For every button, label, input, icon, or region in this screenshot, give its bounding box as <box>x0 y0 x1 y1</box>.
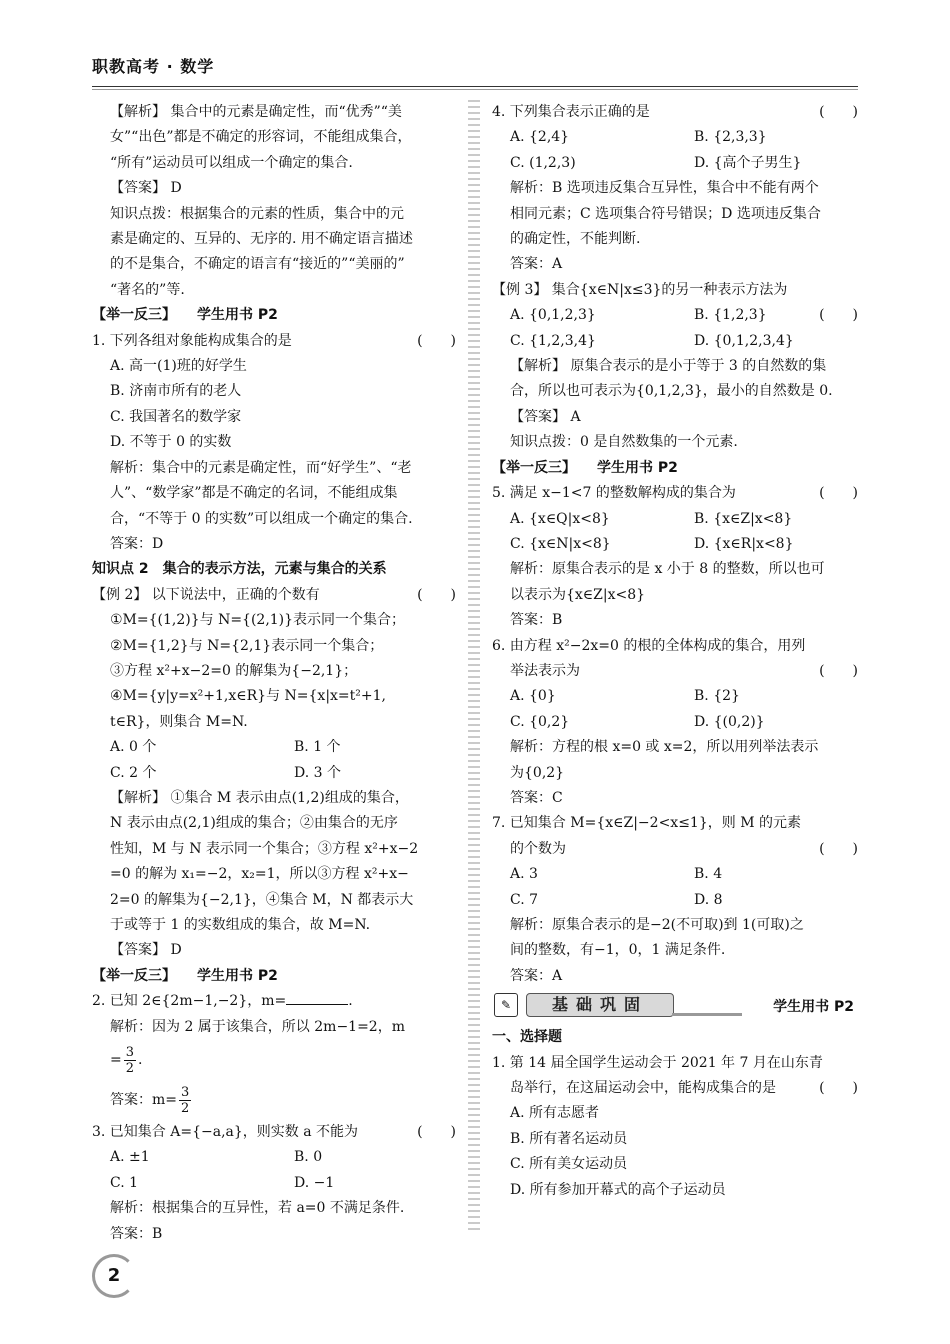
text-line <box>92 811 460 836</box>
text-line <box>92 837 460 862</box>
text-line <box>92 786 460 811</box>
option-row <box>92 1145 460 1170</box>
banner-title: 基础巩固 <box>526 993 674 1017</box>
text-line <box>92 989 460 1014</box>
option-row <box>492 303 862 328</box>
option-row <box>92 735 460 760</box>
text-line <box>92 125 460 150</box>
text-line <box>92 862 460 887</box>
text-line <box>92 176 460 201</box>
line-text: C. 所有美女运动员 <box>510 1156 628 1173</box>
answer-paren: ( ) <box>819 840 858 857</box>
text-line <box>92 151 460 176</box>
text-line <box>492 430 862 455</box>
line-text: 1. 第 14 届全国学生运动会于 2021 年 7 月在山东青 <box>492 1054 823 1071</box>
option-right: B. {2} <box>694 688 740 705</box>
text-line <box>92 329 460 354</box>
line-text: 【答案】 A <box>510 408 581 425</box>
section-banner <box>492 991 862 1021</box>
option-left: A. ±1 <box>110 1149 150 1166</box>
text-line <box>92 1080 460 1120</box>
line-text: 合，所以也可表示为{0,1,2,3}，最小的自然数是 0. <box>510 383 833 400</box>
text-line <box>492 837 862 862</box>
text-line <box>492 227 862 252</box>
line-text: 解析：因为 2 属于该集合，所以 2m−1=2，m <box>110 1018 405 1035</box>
option-left: C. 1 <box>110 1174 139 1191</box>
line-text: 7. 已知集合 M={x∈Z|−2<x≤1}，则 M 的元素 <box>492 815 801 832</box>
line-text: A. 高一(1)班的好学生 <box>110 358 247 375</box>
banner-bar <box>672 1013 742 1016</box>
text-line <box>492 608 862 633</box>
line-text: N 表示由点(2,1)组成的集合；②由集合的无序 <box>110 815 398 832</box>
blank-period: . <box>348 993 353 1010</box>
text-line <box>92 1222 460 1247</box>
page-number: 2 <box>92 1254 136 1298</box>
text-line <box>92 684 460 709</box>
option-right: D. {高个子男生} <box>694 154 802 171</box>
text-line <box>92 507 460 532</box>
line-text: ④M={y|y=x²+1,x∈R}与 N={x|x=t²+1, <box>110 688 386 705</box>
text-line <box>492 481 862 506</box>
option-row <box>492 888 862 913</box>
text-line <box>492 583 862 608</box>
answer-paren: ( ) <box>819 662 858 679</box>
answer-paren: ( ) <box>819 104 858 120</box>
line-text: 【解析】 集合中的元素是确定性，而“优秀”“美 <box>110 104 402 120</box>
line-text: 性知，M 与 N 表示同一个集合；③方程 x²+x−2 <box>110 840 419 857</box>
text-line <box>492 634 862 659</box>
option-right: D. 8 <box>694 891 723 908</box>
text-line <box>492 1178 862 1203</box>
line-text: 知识点 2 集合的表示方法，元素与集合的关系 <box>92 561 387 578</box>
line-text: 4. 下列集合表示正确的是 <box>492 104 650 120</box>
line-text: 的个数为 <box>510 840 566 857</box>
line-text: 答案：m= <box>110 1092 178 1109</box>
line-text: 答案：A <box>510 256 563 273</box>
text-line <box>492 1152 862 1177</box>
line-text: 解析：方程的根 x=0 或 x=2，所以用列举法表示 <box>510 739 819 756</box>
option-right: D. {0,1,2,3,4} <box>694 332 794 349</box>
line-text: 知识点拨：0 是自然数集的一个元素. <box>510 434 738 451</box>
answer-paren: ( ) <box>819 1080 858 1097</box>
line-text: D. 所有参加开幕式的高个子运动员 <box>510 1181 726 1198</box>
line-text: 【解析】 ①集合 M 表示由点(1,2)组成的集合， <box>110 789 409 806</box>
text-line <box>92 354 460 379</box>
fraction <box>124 1045 136 1076</box>
banner-ref: 学生用书 P2 <box>773 999 854 1016</box>
line-text: 【解析】 原集合表示的是小于等于 3 的自然数的集 <box>510 358 827 375</box>
text-line <box>492 176 862 201</box>
option-right: D. 3 个 <box>294 764 341 781</box>
option-left: C. 2 个 <box>110 764 157 781</box>
line-text: 解析：根据集合的互异性，若 a=0 不满足条件. <box>110 1200 405 1217</box>
line-text: “著名的”等. <box>110 281 185 298</box>
text-line <box>92 100 460 125</box>
option-row <box>492 151 862 176</box>
text-line <box>492 100 862 125</box>
line-text: ①M={(1,2)}与 N={(2,1)}表示同一个集合； <box>110 612 406 629</box>
option-row <box>492 125 862 150</box>
text-line <box>92 405 460 430</box>
book-icon: ✎ <box>494 993 518 1017</box>
option-left: A. {0,1,2,3} <box>510 307 596 324</box>
text-line <box>92 1015 460 1040</box>
answer-paren: ( ) <box>417 332 456 349</box>
line-text: 【举一反三】 学生用书 P2 <box>492 459 678 476</box>
option-right: B. 1 个 <box>294 739 341 756</box>
line-text: 人”、“数学家”都是不确定的名词，不能组成集 <box>110 485 398 502</box>
text-line <box>492 405 862 430</box>
text-line <box>92 252 460 277</box>
option-left: A. 3 <box>510 866 538 883</box>
line-text: B. 所有著名运动员 <box>510 1130 628 1147</box>
option-right: B. 4 <box>694 866 723 883</box>
line-text: 解析：原集合表示的是 x 小于 8 的整数，所以也可 <box>510 561 825 578</box>
option-left: C. 7 <box>510 891 539 908</box>
option-right: D. {x∈R|x<8} <box>694 535 794 552</box>
line-text: 知识点拨：根据集合的元素的性质，集合中的元 <box>110 205 404 222</box>
page-header-title: 职教高考 · 数学 <box>92 57 215 76</box>
text-line <box>92 557 460 582</box>
column-divider <box>468 100 480 1230</box>
line-text: 于或等于 1 的实数组成的集合，故 M=N. <box>110 917 371 933</box>
text-line <box>492 938 862 963</box>
option-left: A. {0} <box>510 688 556 705</box>
line-text: 答案：B <box>510 612 563 629</box>
option-row <box>492 862 862 887</box>
line-text: 答案：C <box>510 789 563 806</box>
option-row <box>492 329 862 354</box>
line-text: 岛举行，在这届运动会中，能构成集合的是 <box>510 1080 776 1097</box>
text-line <box>92 608 460 633</box>
text-line <box>92 659 460 684</box>
option-left: A. 0 个 <box>110 739 157 756</box>
text-line <box>92 456 460 481</box>
text-line <box>92 583 460 608</box>
header-rule <box>92 86 858 87</box>
text-line <box>492 761 862 786</box>
option-row <box>492 684 862 709</box>
line-text: B. 济南市所有的老人 <box>110 383 242 400</box>
text-line <box>492 659 862 684</box>
option-left: A. {x∈Q|x<8} <box>510 510 610 527</box>
option-left: C. {0,2} <box>510 713 570 730</box>
option-right: D. {(0,2)} <box>694 713 765 730</box>
line-text: 【答案】 D <box>110 942 182 959</box>
line-tail: . <box>138 1052 143 1069</box>
line-text: 以表示为{x∈Z|x<8} <box>510 586 646 603</box>
text-line <box>492 379 862 404</box>
line-text: 【举一反三】 学生用书 P2 <box>92 307 278 324</box>
fraction-numerator: 3 <box>181 1084 190 1100</box>
text-line <box>492 557 862 582</box>
line-text: =0 的解为 x₁=−2，x₂=1，所以③方程 x²+x− <box>110 866 409 883</box>
text-line <box>92 634 460 659</box>
text-line <box>92 227 460 252</box>
option-left: A. {2,4} <box>510 129 570 146</box>
option-right: B. {2,3,3} <box>694 129 767 146</box>
line-text: 2=0 的解集为{−2,1}，④集合 M，N 都表示大 <box>110 891 414 908</box>
text-line <box>492 354 862 379</box>
option-row <box>92 1171 460 1196</box>
text-line <box>492 1051 862 1076</box>
line-text: 【答案】 D <box>110 180 182 197</box>
text-line <box>492 1025 862 1050</box>
line-text: 解析：B 选项违反集合互异性，集合中不能有两个 <box>510 180 819 197</box>
option-left: C. {x∈N|x<8} <box>510 535 611 552</box>
line-text: 合，“不等于 0 的实数”可以组成一个确定的集合. <box>110 510 413 527</box>
line-text: C. 我国著名的数学家 <box>110 408 242 425</box>
text-line <box>92 278 460 303</box>
line-text: 【例 3】 集合{x∈N|x≤3}的另一种表示方法为 <box>492 281 788 298</box>
line-text: t∈R}，则集合 M=N. <box>110 713 248 730</box>
text-line <box>492 202 862 227</box>
text-line <box>92 481 460 506</box>
text-line <box>92 938 460 963</box>
option-left: C. (1,2,3) <box>510 154 576 171</box>
text-line <box>92 430 460 455</box>
text-line <box>92 1120 460 1145</box>
line-text: 解析：集合中的元素是确定性，而“好学生”、“老 <box>110 459 412 476</box>
line-text: 的不是集合，不确定的语言有“接近的”“美丽的” <box>110 256 405 273</box>
text-line <box>492 964 862 989</box>
header-rule-thin <box>92 89 858 90</box>
line-text: 6. 由方程 x²−2x=0 的根的全体构成的集合，用列 <box>492 637 806 654</box>
text-line <box>92 888 460 913</box>
line-text: D. 不等于 0 的实数 <box>110 434 232 451</box>
option-row <box>492 507 862 532</box>
line-text: “所有”运动员可以组成一个确定的集合. <box>110 154 353 171</box>
line-text: ②M={1,2}与 N={2,1}表示同一个集合； <box>110 637 384 654</box>
option-right: B. {1,2,3} <box>694 307 767 324</box>
option-row <box>492 532 862 557</box>
text-line <box>492 278 862 303</box>
answer-paren: ( ) <box>417 586 456 603</box>
option-right: D. −1 <box>294 1174 335 1191</box>
text-line <box>92 1040 460 1080</box>
line-text: 一、选择题 <box>492 1029 562 1046</box>
line-text: 解析：原集合表示的是−2(不可取)到 1(可取)之 <box>510 917 804 933</box>
text-line <box>92 913 460 938</box>
answer-paren: ( ) <box>819 307 858 324</box>
line-text: 1. 下列各组对象能构成集合的是 <box>92 332 292 349</box>
text-line <box>492 811 862 836</box>
text-line <box>92 532 460 557</box>
line-text: 举法表示为 <box>510 662 580 679</box>
line-text: 答案：B <box>110 1225 163 1242</box>
line-text: = <box>110 1052 122 1069</box>
text-line <box>492 1076 862 1101</box>
fraction-denominator: 2 <box>181 1100 190 1116</box>
text-line <box>492 786 862 811</box>
text-line <box>492 1101 862 1126</box>
text-line <box>92 379 460 404</box>
line-text: 女”“出色”都是不确定的形容词，不能组成集合， <box>110 129 412 146</box>
answer-paren: ( ) <box>417 1124 456 1141</box>
line-text: 2. 已知 2∈{2m−1,−2}，m= <box>92 993 287 1010</box>
line-text: 【例 2】 以下说法中，正确的个数有 <box>92 586 320 603</box>
line-text: ③方程 x²+x−2=0 的解集为{−2,1}； <box>110 662 358 679</box>
text-line <box>92 202 460 227</box>
option-row <box>92 761 460 786</box>
line-text: 答案：A <box>510 967 563 984</box>
text-line <box>492 252 862 277</box>
text-line <box>492 1127 862 1152</box>
text-line <box>92 964 460 989</box>
answer-blank <box>286 990 348 1005</box>
answer-paren: ( ) <box>819 485 858 502</box>
text-line <box>92 303 460 328</box>
option-row <box>492 710 862 735</box>
left-column <box>92 100 460 1247</box>
option-left: C. {1,2,3,4} <box>510 332 596 349</box>
line-text: A. 所有志愿者 <box>510 1105 600 1122</box>
text-line <box>92 1196 460 1221</box>
line-text: 5. 满足 x−1<7 的整数解构成的集合为 <box>492 485 736 502</box>
line-text: 3. 已知集合 A={−a,a}，则实数 a 不能为 <box>92 1124 359 1141</box>
line-text: 【举一反三】 学生用书 P2 <box>92 967 278 984</box>
right-column <box>492 100 862 1203</box>
text-line <box>92 710 460 735</box>
text-line <box>492 913 862 938</box>
option-right: B. {x∈Z|x<8} <box>694 510 793 527</box>
line-text: 为{0,2} <box>510 764 565 781</box>
option-right: B. 0 <box>294 1149 323 1166</box>
line-text: 素是确定的、互异的、无序的. 用不确定语言描述 <box>110 231 413 248</box>
line-text: 间的整数，有−1，0，1 满足条件. <box>510 942 726 959</box>
text-line <box>492 456 862 481</box>
line-text: 相同元素；C 选项集合符号错误；D 选项违反集合 <box>510 205 821 222</box>
text-line <box>492 735 862 760</box>
line-text: 的确定性，不能判断. <box>510 231 641 248</box>
line-text: 答案：D <box>110 535 164 552</box>
fraction-numerator: 3 <box>125 1044 135 1060</box>
fraction <box>179 1085 191 1116</box>
fraction-denominator: 2 <box>125 1060 135 1076</box>
